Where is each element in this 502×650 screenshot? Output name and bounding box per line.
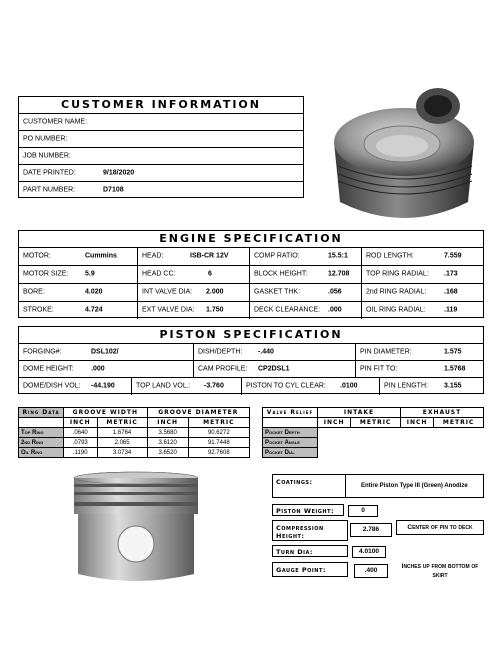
gauge-point-note: Inches up from bottom of skirt xyxy=(401,563,479,579)
piston-row xyxy=(19,343,483,361)
gasket-thk-label: GASKET THK: xyxy=(254,288,301,296)
deck-clearance-value: .000 xyxy=(328,306,342,314)
second-ring-radial-label: 2nd RING RADIAL: xyxy=(366,288,427,296)
job-number-label: JOB NUMBER: xyxy=(23,152,71,159)
top-ring-gw-metric: 1.6764 xyxy=(97,428,147,438)
customer-info-section xyxy=(18,96,304,198)
table-row xyxy=(263,448,484,458)
po-number-row xyxy=(19,130,303,148)
piston-spec-title: PISTON SPECIFICATION xyxy=(19,327,483,344)
table-row xyxy=(19,448,250,458)
date-printed-label: DATE PRINTED: xyxy=(23,169,76,176)
rod-length-label: ROD LENGTH: xyxy=(366,252,414,260)
piston-row xyxy=(19,360,483,378)
second-ring-gw-metric: 2.065 xyxy=(97,438,147,448)
pin-diameter-label: PIN DIAMETER: xyxy=(360,348,412,355)
top-ring-radial-value: .173 xyxy=(444,270,458,278)
top-ring-label: Top Ring xyxy=(19,428,64,438)
bore-label: BORE: xyxy=(23,288,45,296)
oil-ring-gd-inch: 3.6520 xyxy=(147,448,188,458)
gd-metric-header: METRIC xyxy=(188,418,249,428)
valve-relief-header: Valve Relief xyxy=(263,408,318,418)
motor-value: Cummins xyxy=(85,252,117,260)
oil-ring-gw-metric: 3.0734 xyxy=(97,448,147,458)
engine-row xyxy=(19,247,483,266)
oil-ring-gw-inch: .1190 xyxy=(64,448,98,458)
coatings-value: Entire Piston Type III (Green) Anodize xyxy=(361,483,468,489)
forging-label: FORGING#: xyxy=(23,348,62,355)
dish-depth-label: DISH/DEPTH: xyxy=(198,348,243,355)
second-ring-radial-value: .168 xyxy=(444,288,458,296)
oil-ring-radial-value: .119 xyxy=(444,306,458,314)
gasket-thk-value: .056 xyxy=(328,288,342,296)
compression-height-value: 2.786 xyxy=(350,523,392,537)
deck-clearance-label: DECK CLEARANCE: xyxy=(254,306,321,314)
compression-height-label: Compression Height: xyxy=(272,520,348,541)
intake-header: INTAKE xyxy=(318,408,401,418)
motor-label: MOTOR: xyxy=(23,252,51,260)
cam-profile-value: CP2DSL1 xyxy=(258,365,290,372)
piston-weight-label: Piston Weight: xyxy=(272,504,344,516)
bore-value: 4.020 xyxy=(85,288,103,296)
pocket-dia-label: Pocket Dia. xyxy=(263,448,318,458)
date-printed-value: 9/18/2020 xyxy=(103,169,135,176)
ring-data-header: Ring Data xyxy=(19,408,64,418)
groove-diameter-header: GROOVE DIAMETER xyxy=(147,408,249,418)
engine-spec-title: ENGINE SPECIFICATION xyxy=(19,231,483,248)
piston-spec-section xyxy=(18,326,484,394)
job-number-row xyxy=(19,147,303,165)
part-number-label: PART NUMBER: xyxy=(23,186,76,193)
dish-depth-value: -.440 xyxy=(258,348,274,355)
valve-relief-table xyxy=(262,407,484,458)
comp-ratio-label: COMP RATIO: xyxy=(254,252,300,260)
pin-diameter-value: 1.575 xyxy=(444,348,462,355)
intake-inch-header: INCH xyxy=(318,418,351,428)
pin-fit-label: PIN FIT TO: xyxy=(360,365,398,372)
ring-data-table xyxy=(18,407,250,458)
table-row xyxy=(19,438,250,448)
head-value: ISB-CR 12V xyxy=(190,252,229,260)
engine-spec-section xyxy=(18,230,484,318)
customer-name-label: CUSTOMER NAME: xyxy=(23,118,88,125)
pocket-angle-label: Pocket Angle xyxy=(263,438,318,448)
stroke-label: STROKE: xyxy=(23,306,54,314)
pin-length-value: 3.155 xyxy=(444,382,462,390)
engine-row xyxy=(19,283,483,302)
dome-height-label: DOME HEIGHT: xyxy=(23,365,74,372)
int-valve-dia-value: 2.000 xyxy=(206,288,224,296)
compression-height-note: Center of pin to deck xyxy=(396,520,484,535)
oil-ring-radial-label: OIL RING RADIAL: xyxy=(366,306,426,314)
rod-length-value: 7.559 xyxy=(444,252,462,260)
compression-height-row xyxy=(272,520,484,542)
top-ring-gd-inch: 3.5680 xyxy=(147,428,188,438)
dome-height-value: .000 xyxy=(91,365,105,372)
ext-valve-dia-label: EXT VALVE DIA: xyxy=(142,306,195,314)
top-ring-gd-metric: 90.6272 xyxy=(188,428,249,438)
exhaust-metric-header: METRIC xyxy=(434,418,484,428)
top-land-vol-label: TOP LAND VOL.: xyxy=(136,382,191,390)
motor-size-label: MOTOR SIZE: xyxy=(23,270,69,278)
exhaust-header: EXHAUST xyxy=(400,408,483,418)
groove-width-header: GROOVE WIDTH xyxy=(64,408,148,418)
piston-image-side xyxy=(66,470,206,590)
dome-dish-vol-label: DOME/DISH VOL: xyxy=(23,382,81,390)
oil-ring-label: Oil Ring xyxy=(19,448,64,458)
cam-profile-label: CAM PROFILE: xyxy=(198,365,248,372)
exhaust-inch-header: INCH xyxy=(400,418,433,428)
head-label: HEAD: xyxy=(142,252,164,260)
gauge-point-value: .400 xyxy=(354,564,388,578)
comp-ratio-value: 15.5:1 xyxy=(328,252,348,260)
intake-metric-header: METRIC xyxy=(351,418,401,428)
gw-metric-header: METRIC xyxy=(97,418,147,428)
turn-dia-label: Turn Dia: xyxy=(272,545,348,557)
date-printed-row xyxy=(19,164,303,182)
oil-ring-gd-metric: 92.7608 xyxy=(188,448,249,458)
part-number-row xyxy=(19,181,303,198)
block-height-label: BLOCK HEIGHT: xyxy=(254,270,308,278)
forging-value: DSL102/ xyxy=(91,348,119,355)
motor-size-value: 5.9 xyxy=(85,270,95,278)
po-number-label: PO NUMBER: xyxy=(23,135,68,142)
top-land-vol-value: -3.760 xyxy=(204,382,224,390)
coatings-label: Coatings: xyxy=(276,478,313,486)
block-height-value: 12.708 xyxy=(328,270,350,278)
head-cc-value: 6 xyxy=(208,270,212,278)
piston-weight-row xyxy=(272,504,484,518)
table-row xyxy=(263,438,484,448)
second-ring-gw-inch: .0793 xyxy=(64,438,98,448)
cyl-clear-value: .0100 xyxy=(340,382,358,390)
coatings-box xyxy=(272,474,484,498)
pin-length-label: PIN LENGTH: xyxy=(384,382,428,390)
table-row xyxy=(263,428,484,438)
gauge-point-row xyxy=(272,562,484,584)
second-ring-label: 2nd Ring xyxy=(19,438,64,448)
stroke-value: 4.724 xyxy=(85,306,103,314)
piston-image-top xyxy=(316,84,488,230)
gd-inch-header: INCH xyxy=(147,418,188,428)
pin-fit-value: 1.5768 xyxy=(444,365,466,372)
piston-weight-value: 0 xyxy=(348,505,378,517)
gauge-point-label: Gauge Point: xyxy=(272,562,348,577)
part-number-value: D7108 xyxy=(103,186,124,193)
table-row xyxy=(19,428,250,438)
top-ring-gw-inch: .0640 xyxy=(64,428,98,438)
turn-dia-row xyxy=(272,545,484,559)
piston-row xyxy=(19,377,483,395)
top-ring-radial-label: TOP RING RADIAL: xyxy=(366,270,429,278)
customer-info-title: CUSTOMER INFORMATION xyxy=(19,97,303,114)
customer-name-row xyxy=(19,113,303,131)
engine-row xyxy=(19,301,483,319)
turn-dia-value: 4.0100 xyxy=(352,546,386,558)
int-valve-dia-label: INT VALVE DIA: xyxy=(142,288,193,296)
second-ring-gd-inch: 3.6120 xyxy=(147,438,188,448)
pocket-depth-label: Pocket Depth xyxy=(263,428,318,438)
cyl-clear-label: PISTON TO CYL CLEAR: xyxy=(246,382,326,390)
engine-row xyxy=(19,265,483,284)
dome-dish-vol-value: -44.190 xyxy=(91,382,115,390)
ext-valve-dia-value: 1.750 xyxy=(206,306,224,314)
gw-inch-header: INCH xyxy=(64,418,98,428)
second-ring-gd-metric: 91.7448 xyxy=(188,438,249,448)
head-cc-label: HEAD CC: xyxy=(142,270,176,278)
